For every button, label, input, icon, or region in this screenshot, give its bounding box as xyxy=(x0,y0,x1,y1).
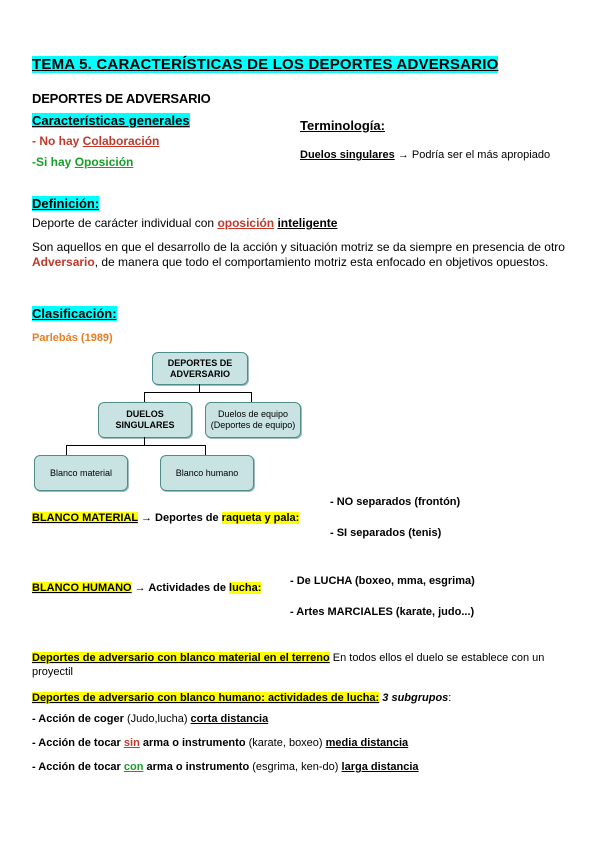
lucha-item-1 xyxy=(32,713,268,725)
diagram-blanco-material: Blanco material xyxy=(34,455,128,491)
bh-arrow: → Actividades de xyxy=(131,582,230,594)
lucha-item-3-instrument: arma o instrumento xyxy=(143,761,250,773)
diagram-connector xyxy=(144,392,145,402)
bm-line xyxy=(32,512,299,524)
lucha-item-3 xyxy=(32,761,419,773)
lucha-item-2 xyxy=(32,737,408,749)
diagram-duelos-singulares: DUELOS SINGULARES xyxy=(98,402,192,438)
classification-heading: Clasificación: xyxy=(32,306,117,321)
page-title: TEMA 5. CARACTERÍSTICAS DE LOS DEPORTES ADVERSARIO xyxy=(32,56,499,73)
lucha-item-3-distance: larga distancia xyxy=(341,761,419,773)
lucha-item-2-action: - Acción de tocar xyxy=(32,737,124,749)
diagram-duelos-equipo: Duelos de equipo (Deportes de equipo) xyxy=(205,402,301,438)
definition-adversario: Adversario xyxy=(32,255,95,269)
lucha-colon: : xyxy=(448,692,452,704)
lucha-item-3-action: - Acción de tocar xyxy=(32,761,124,773)
bm-option-1: - NO separados (frontón) xyxy=(330,496,461,508)
bh-option-1: - De LUCHA (boxeo, mma, esgrima) xyxy=(290,575,475,587)
lucha-subgroups: 3 subgrupos xyxy=(379,692,449,704)
terminology-heading: Terminología: xyxy=(300,118,385,133)
terminology-rest: → Podría ser el más apropiado xyxy=(394,149,551,161)
lucha-item-2-instrument: arma o instrumento xyxy=(139,737,246,749)
lucha-highlight: Deportes de adversario con blanco humano: actividades de lucha: xyxy=(32,692,380,704)
terreno-rest: En todos ellos el duelo se establece con un proyectil xyxy=(32,652,545,678)
bh-highlight: lucha: xyxy=(229,582,262,594)
diagram-root: DEPORTES DE ADVERSARIO xyxy=(152,352,248,385)
terreno-paragraph xyxy=(32,651,580,679)
lucha-item-1-distance: corta distancia xyxy=(190,713,269,725)
diagram-connector xyxy=(144,437,145,445)
diagram-blanco-humano: Blanco humano xyxy=(160,455,254,491)
diagram-connector xyxy=(251,392,252,402)
general-l1-prefix: - No hay xyxy=(32,134,83,148)
lucha-item-2-distance: media distancia xyxy=(325,737,409,749)
definition-para-part1: Son aquellos en que el desarrollo de la acción y situación motriz se da siempre en presencia de otro xyxy=(32,240,565,254)
lucha-item-3-con: con xyxy=(123,761,144,773)
opos-word: Oposición xyxy=(74,155,134,169)
definition-para-part2: , de manera que todo el comportamiento motriz esta enfocado en objetivos opuestos. xyxy=(94,255,549,269)
definition-line xyxy=(32,216,337,230)
general-heading: Características generales xyxy=(32,113,190,128)
diagram-connector xyxy=(205,445,206,455)
lucha-item-3-examples: (esgrima, ken-do) xyxy=(249,761,342,773)
diagram-connector xyxy=(199,384,200,392)
bm-arrow: → Deportes de xyxy=(137,512,222,524)
classification-author: Parlebás (1989) xyxy=(32,332,113,344)
definition-heading: Definición: xyxy=(32,196,100,211)
definition-oposicion: oposición xyxy=(217,216,275,230)
terreno-highlight: Deportes de adversario con blanco material en el terreno xyxy=(32,652,330,664)
section-subtitle: DEPORTES DE ADVERSARIO xyxy=(32,91,211,106)
terminology-term: Duelos singulares xyxy=(300,149,395,161)
definition-prefix: Deporte de carácter individual con xyxy=(32,216,218,230)
collab-word: Colaboración xyxy=(82,134,160,148)
lucha-item-2-examples: (karate, boxeo) xyxy=(245,737,326,749)
lucha-item-1-examples: (Judo,lucha) xyxy=(123,713,191,725)
terminology-line xyxy=(300,149,550,161)
definition-paragraph xyxy=(32,240,572,270)
bm-label: BLANCO MATERIAL xyxy=(32,512,138,524)
bh-option-2: - Artes MARCIALES (karate, judo...) xyxy=(290,606,475,618)
bm-option-2: - SI separados (tenis) xyxy=(330,527,442,539)
diagram-connector xyxy=(66,445,67,455)
lucha-item-2-sin: sin xyxy=(123,737,140,749)
lucha-heading-line xyxy=(32,692,451,704)
general-line-no-collab xyxy=(32,134,159,148)
diagram-connector xyxy=(144,392,251,393)
diagram-connector xyxy=(66,445,206,446)
lucha-item-1-action: - Acción de coger xyxy=(32,713,124,725)
bh-line xyxy=(32,582,261,594)
bh-label: BLANCO HUMANO xyxy=(32,582,132,594)
general-l2-prefix: -Si hay xyxy=(32,155,75,169)
general-line-si-opos xyxy=(32,155,133,169)
definition-inteligente: inteligente xyxy=(277,216,338,230)
bm-highlight: raqueta y pala: xyxy=(221,512,300,524)
